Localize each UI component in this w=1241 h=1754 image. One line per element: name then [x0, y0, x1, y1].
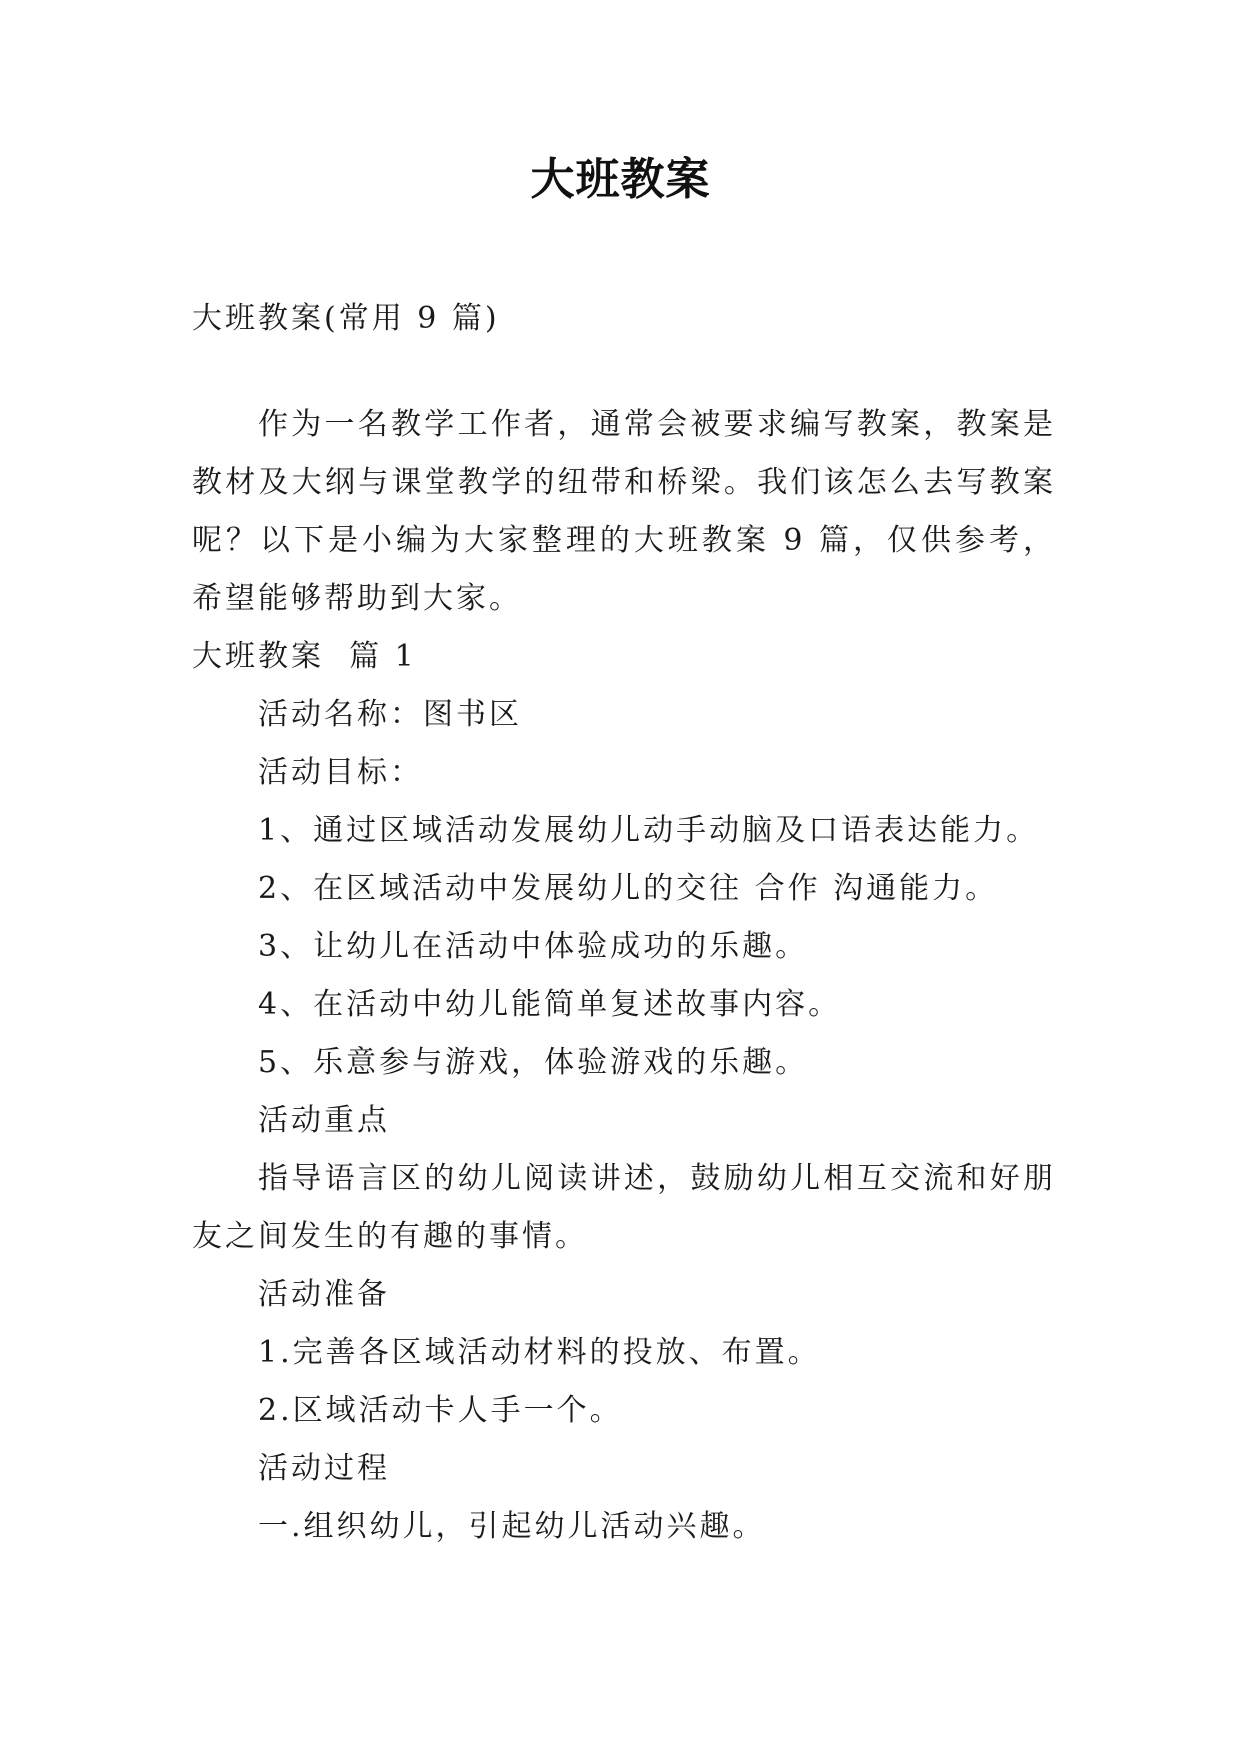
focus-paragraph: 指导语言区的幼儿阅读讲述，鼓励幼儿相互交流和好朋友之间发生的有趣的事情。 [192, 1161, 1056, 1254]
goal-item: 3、让幼儿在活动中体验成功的乐趣。 [258, 929, 809, 964]
process-heading: 活动过程 [258, 1451, 390, 1486]
goal-item: 1、通过区域活动发展幼儿动手动脑及口语表达能力。 [258, 813, 1040, 848]
document-subtitle: 大班教案(常用 9 篇) [192, 301, 500, 336]
focus-heading: 活动重点 [258, 1103, 390, 1138]
prep-item: 1.完善各区域活动材料的投放、布置。 [258, 1335, 821, 1370]
prep-heading: 活动准备 [258, 1277, 390, 1312]
section-heading: 大班教案 篇 1 [192, 639, 417, 674]
goals-heading: 活动目标： [258, 755, 423, 790]
document-body [192, 290, 1056, 1556]
activity-name: 活动名称：图书区 [258, 697, 522, 732]
goal-item: 5、乐意参与游戏，体验游戏的乐趣。 [258, 1045, 809, 1080]
document-title: 大班教案 [530, 154, 711, 205]
goal-item: 2、在区域活动中发展幼儿的交往 合作 沟通能力。 [258, 871, 999, 906]
intro-paragraph: 作为一名教学工作者，通常会被要求编写教案，教案是教材及大纲与课堂教学的纽带和桥梁。我们该怎么去写教案呢？以下是小编为大家整理的大班教案 9 篇，仅供参考，希望能够帮助到大家。 [192, 407, 1056, 616]
goal-item: 4、在活动中幼儿能简单复述故事内容。 [258, 987, 842, 1022]
prep-item: 2.区域活动卡人手一个。 [258, 1393, 623, 1428]
process-item: 一.组织幼儿，引起幼儿活动兴趣。 [258, 1509, 766, 1544]
